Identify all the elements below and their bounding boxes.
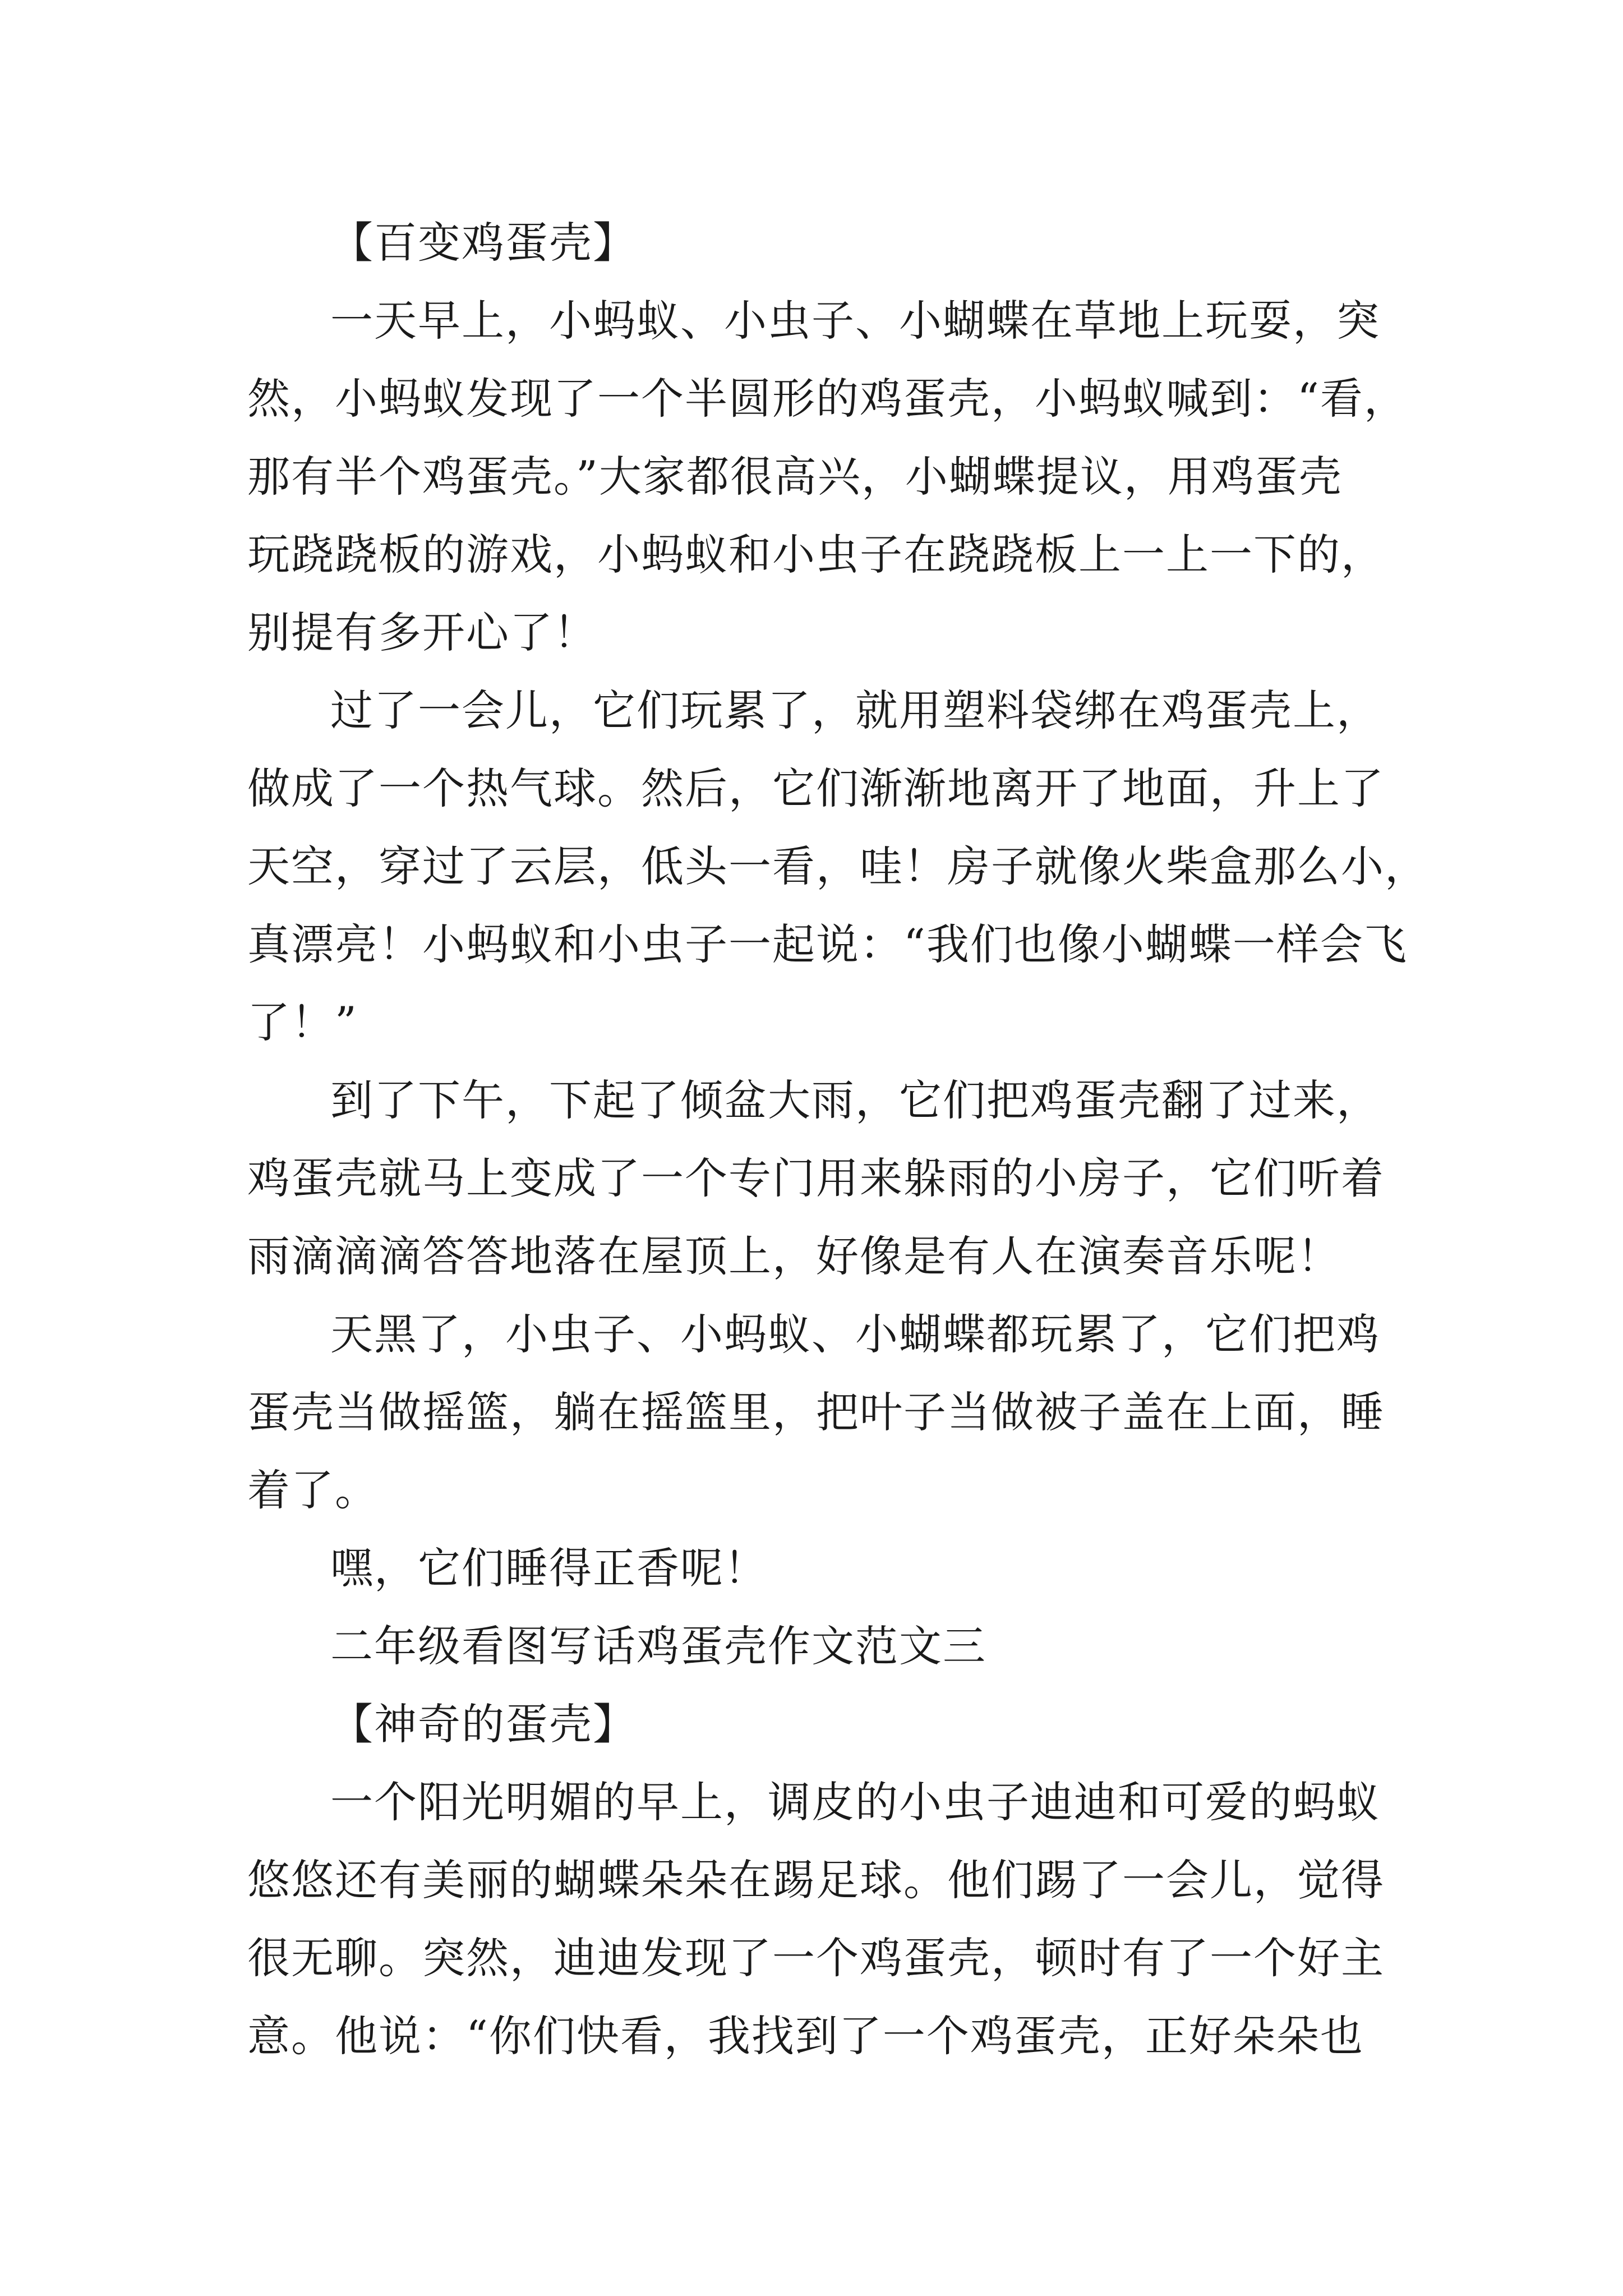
paragraph <box>247 1295 1391 1529</box>
text-line: 了！” <box>247 997 358 1047</box>
document-body <box>247 204 1428 2075</box>
text-line: 悠悠还有美丽的蝴蝶朵朵在踢足球。他们踢了一会儿，觉得 <box>247 1855 1385 1905</box>
text-line: 到了下午，下起了倾盆大雨，它们把鸡蛋壳翻了过来， <box>330 1075 1380 1125</box>
text-line: 意。他说：“你们快看，我找到了一个鸡蛋壳，正好朵朵也 <box>247 2011 1364 2061</box>
text-line: 天空，穿过了云层，低头一看，哇！房子就像火柴盒那么小， <box>247 841 1428 891</box>
text-line: 玩跷跷板的游戏，小蚂蚁和小虫子在跷跷板上一上一下的， <box>247 530 1385 579</box>
text-line: 然，小蚂蚁发现了一个半圆形的鸡蛋壳，小蚂蚁喊到：“看， <box>247 374 1408 424</box>
text-line: 别提有多开心了！ <box>247 608 597 657</box>
paragraph <box>247 1529 1391 1607</box>
paragraph <box>247 282 1408 671</box>
paragraph <box>247 671 1428 1061</box>
text-line: 着了。 <box>247 1465 379 1515</box>
text-line: 一天早上，小蚂蚁、小虫子、小蝴蝶在草地上玩耍，突 <box>330 296 1380 346</box>
text-line: 做成了一个热气球。然后，它们渐渐地离开了地面，升上了 <box>247 763 1385 813</box>
text-line: 很无聊。突然，迪迪发现了一个鸡蛋壳，顿时有了一个好主 <box>247 1933 1385 1983</box>
text-line: 【神奇的蛋壳】 <box>330 1699 637 1749</box>
section-heading <box>247 204 1391 282</box>
text-line: 天黑了，小虫子、小蚂蚁、小蝴蝶都玩累了，它们把鸡 <box>330 1309 1380 1359</box>
text-line: 【百变鸡蛋壳】 <box>330 218 637 268</box>
text-line: 蛋壳当做摇篮，躺在摇篮里，把叶子当做被子盖在上面，睡 <box>247 1387 1385 1437</box>
section-heading <box>247 1607 1391 1685</box>
text-line: 鸡蛋壳就马上变成了一个专门用来躲雨的小房子，它们听着 <box>247 1153 1385 1203</box>
text-line: 二年级看图写话鸡蛋壳作文范文三 <box>330 1621 986 1671</box>
text-line: 一个阳光明媚的早上，调皮的小虫子迪迪和可爱的蚂蚁 <box>330 1777 1380 1827</box>
text-line: 雨滴滴滴答答地落在屋顶上，好像是有人在演奏音乐呢！ <box>247 1231 1341 1281</box>
paragraph <box>247 1763 1391 2075</box>
text-line: 过了一会儿，它们玩累了，就用塑料袋绑在鸡蛋壳上， <box>330 685 1380 735</box>
text-line: 真漂亮！小蚂蚁和小虫子一起说：“我们也像小蝴蝶一样会飞 <box>247 919 1408 969</box>
section-heading <box>247 1685 1391 1763</box>
text-line: 嘿，它们睡得正香呢！ <box>330 1543 768 1593</box>
paragraph <box>247 1061 1391 1295</box>
text-line: 那有半个鸡蛋壳。”大家都很高兴，小蝴蝶提议，用鸡蛋壳 <box>247 452 1343 501</box>
